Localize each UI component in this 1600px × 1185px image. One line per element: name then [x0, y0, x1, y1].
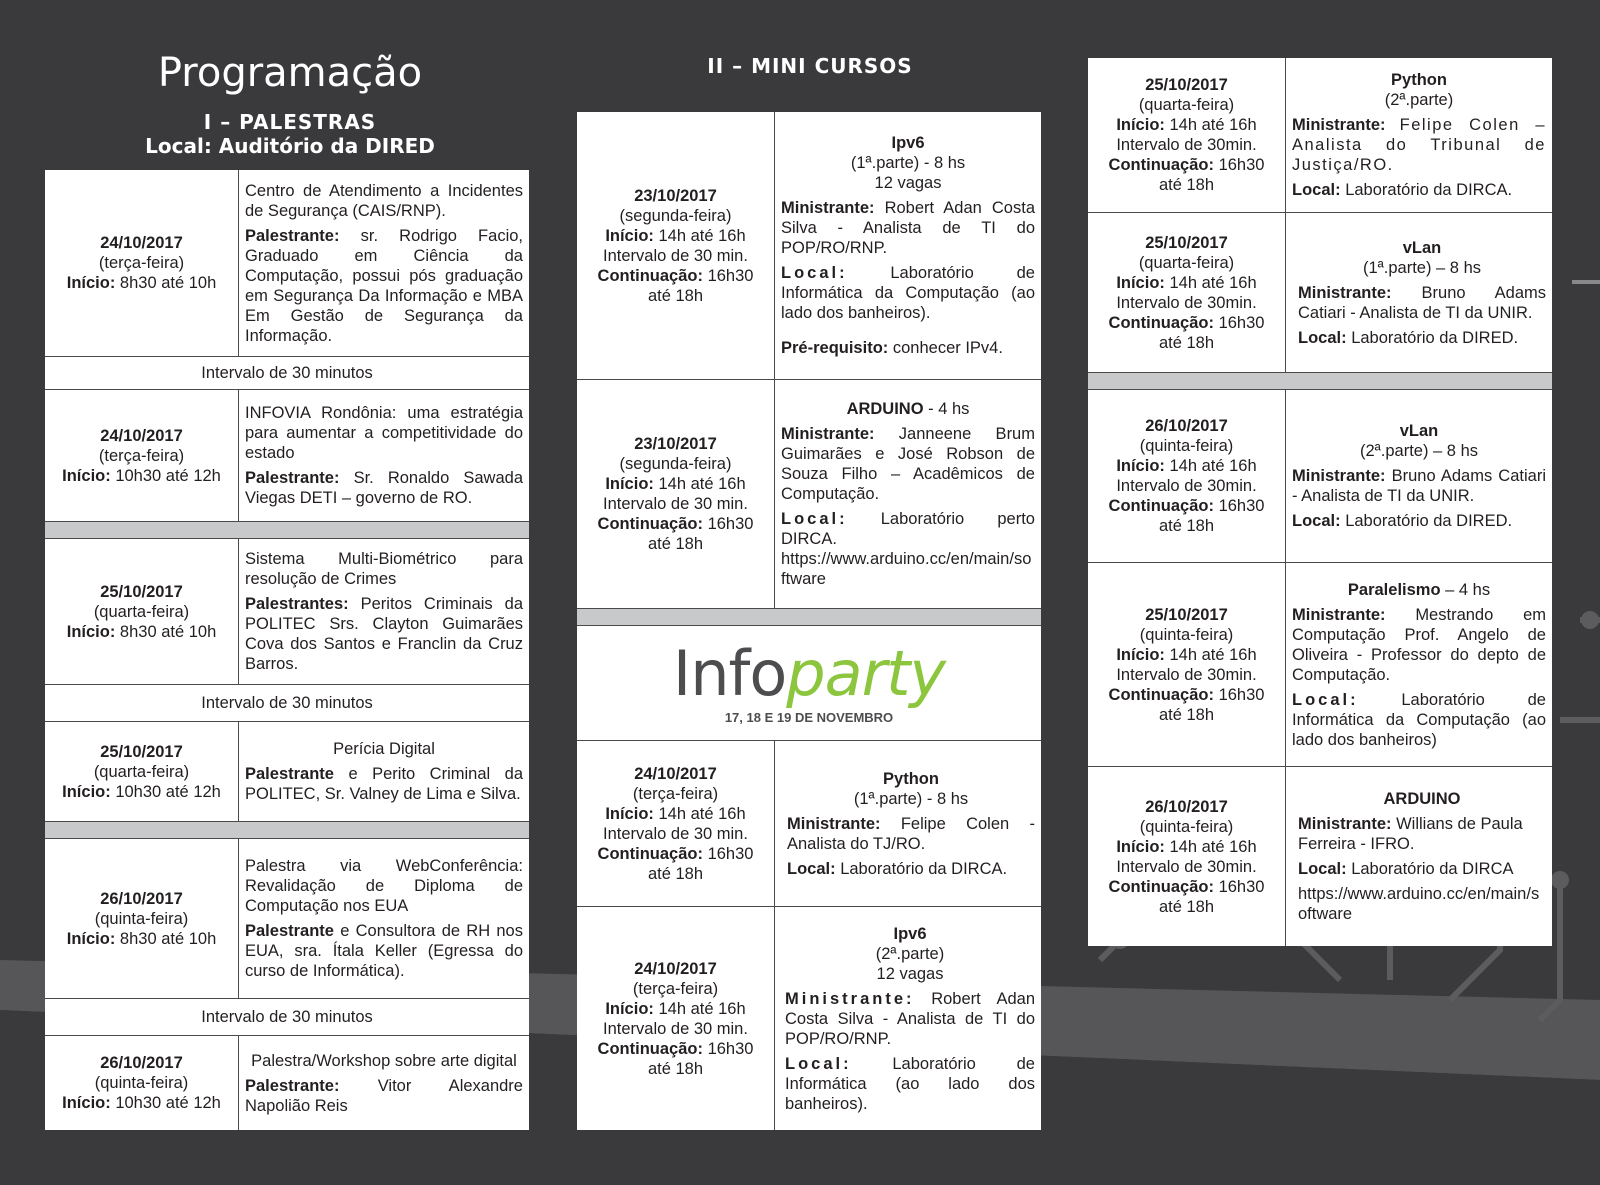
time: Início: 8h30 até 10h: [66, 622, 217, 641]
course-row: [577, 112, 1041, 380]
course-local: Local: Laboratório de Informática da Computação (ao lado dos banheiros).: [781, 264, 1035, 322]
course-min: Ministrante: Robert Adan Costa Silva - Analista de TI do POP/RO/RNP.: [785, 989, 1035, 1048]
talk-cell: [239, 722, 529, 821]
course-row: [1088, 767, 1552, 946]
course-min: Ministrante: Bruno Adams Catiari - Analista de TI da UNIR.: [1292, 467, 1546, 505]
date-cell: [45, 390, 239, 521]
table-row: [45, 839, 529, 999]
course-local: Local: Laboratório da DIRCA.: [1292, 181, 1513, 199]
course-vagas: 12 vagas: [876, 964, 944, 983]
course-row: [1088, 58, 1552, 213]
minicursos-table-2: [1088, 58, 1552, 946]
course-part: (1ª.parte) - 8 hs: [853, 789, 969, 808]
date-cell: 23/10/2017 (segunda-feira) Início: 14h até 16h Intervalo de 30 min. Continuação: 16h30 até 18h: [577, 380, 775, 608]
course-local: Local: Laboratório perto DIRCA.: [781, 510, 1035, 548]
course-cell: ARDUINO - 4 hs Ministrante: Janneene Brum Guimarães e José Robson de Souza Filho – Acadêmicos de Computação. Local: Laboratório perto DIRCA. https://www.arduino.cc/en/main/software: [781, 400, 1035, 588]
minicursos-table-1: [577, 112, 1041, 1130]
date-cell: 26/10/2017 (quinta-feira) Início: 14h até 16h Intervalo de 30min. Continuação: 16h30 até 18h: [1088, 767, 1286, 946]
course-min: Ministrante: Janneene Brum Guimarães e José Robson de Souza Filho – Acadêmicos de Computação.: [781, 425, 1035, 503]
speaker: Palestrante: Sr. Ronaldo Sawada Viegas DETI – governo de RO.: [245, 469, 523, 507]
course-title: ARDUINO: [846, 400, 924, 418]
talk-cell: [239, 839, 529, 998]
course-min: Ministrante: Willians de Paula Ferreira - IFRO.: [1298, 815, 1523, 853]
course-local: Local: Laboratório de Informática (ao lado dos banheiros).: [785, 1054, 1035, 1113]
separator: [577, 609, 1041, 626]
date-cell: [45, 722, 239, 821]
table-row: [45, 390, 529, 522]
course-part: (2ª.parte): [1384, 91, 1454, 109]
date: 25/10/2017: [100, 582, 183, 601]
time: Início: 10h30 até 12h: [62, 1094, 221, 1112]
course-vagas: 12 vagas: [874, 174, 942, 192]
date-cell: 26/10/2017 (quinta-feira) Início: 14h até 16h Intervalo de 30min. Continuação: 16h30 até 18h: [1088, 390, 1286, 562]
course-local: Local: Laboratório da DIRED.: [1292, 512, 1513, 530]
course-row: [1088, 563, 1552, 767]
date-cell: 25/10/2017 (quarta-feira) Início: 14h até 16h Intervalo de 30min. Continuação: 16h30 até 18h: [1088, 213, 1286, 372]
course-min: Ministrante: Bruno Adams Catiari - Analista de TI da UNIR.: [1298, 283, 1546, 322]
course-local: Local: Laboratório da DIRCA: [1298, 860, 1514, 878]
course-title: vLan: [1402, 238, 1442, 257]
separator: [1088, 373, 1552, 390]
course-local: Local: Laboratório da DIRED.: [1298, 328, 1519, 347]
date: 26/10/2017: [100, 889, 183, 908]
palestras-title: I – PALESTRAS: [203, 110, 377, 134]
date-cell: 24/10/2017 (terça-feira) Início: 14h até 16h Intervalo de 30 min. Continuação: 16h30 até 18h: [577, 907, 775, 1130]
course-cell: [1286, 767, 1552, 946]
course-title: Python: [1391, 71, 1447, 89]
talk-title: Perícia Digital: [333, 740, 435, 758]
course-row: [577, 907, 1041, 1130]
talk-title: Palestra/Workshop sobre arte digital: [251, 1051, 517, 1070]
speaker: Palestrante: sr. Rodrigo Facio, Graduado em Ciência da Computação, possui pós graduação em Segurança Da Informação e MBA Em Gestão de Segurança da Informação.: [245, 226, 523, 345]
weekday: (terça-feira): [98, 254, 185, 272]
talk-cell: [239, 1036, 529, 1130]
course-row: [1088, 213, 1552, 373]
palestras-local: Local: Auditório da DIRED: [145, 134, 435, 158]
course-part: (1ª.parte) – 8 hs: [1363, 258, 1481, 277]
table-row: [45, 1036, 529, 1130]
date-cell: [45, 539, 239, 684]
date: 26/10/2017: [100, 1054, 183, 1072]
course-title: Paralelismo: [1347, 580, 1441, 599]
course-min: Ministrante: Felipe Colen – Analista do Tribunal de Justiça/RO.: [1292, 116, 1546, 174]
course-cell: [1286, 213, 1552, 372]
course-cell: [775, 741, 1041, 906]
course-row: [1088, 390, 1552, 563]
course-part: (1ª.parte) - 8 hs: [850, 154, 966, 172]
course-min: Ministrante: Robert Adan Costa Silva - Analista de TI do POP/RO/RNP.: [781, 199, 1035, 257]
table-row: [45, 539, 529, 685]
speaker: Palestrante: Vitor Alexandre Napolião Reis: [245, 1076, 523, 1115]
course-local: Local: Laboratório de Informática da Computação (ao lado dos banheiros): [1292, 690, 1546, 749]
course-cell: [1286, 58, 1552, 212]
course-local: Local: Laboratório da DIRCA.: [787, 859, 1008, 878]
infoparty-logo: [577, 626, 1041, 741]
course-row: [577, 380, 1041, 609]
date-cell: [45, 1036, 239, 1130]
table-row: [45, 722, 529, 822]
time: Início: 8h30 até 10h: [66, 929, 217, 948]
page-title: Programação: [157, 50, 423, 96]
course-title: vLan: [1399, 422, 1439, 440]
interval-row: Intervalo de 30 minutos: [45, 685, 529, 722]
time: Início: 10h30 até 12h: [62, 466, 221, 485]
course-min: Ministrante: Felipe Colen - Analista do TJ/RO.: [787, 814, 1035, 853]
talk-cell: [239, 539, 529, 684]
date-cell: [45, 839, 239, 998]
course-title: Ipv6: [891, 134, 925, 152]
separator: [45, 822, 529, 839]
course-part: (2ª.parte): [875, 944, 945, 963]
course-link[interactable]: https://www.arduino.cc/en/main/software: [1298, 885, 1540, 923]
date-cell: 23/10/2017 (segunda-feira) Início: 14h até 16h Intervalo de 30 min. Continuação: 16h30 até 18h: [577, 112, 775, 379]
speaker: Palestrante e Consultora de RH nos EUA, sra. Ítala Keller (Egressa do curso de Informática).: [245, 922, 523, 980]
palestras-table: [45, 170, 529, 1130]
course-cell: [775, 112, 1041, 379]
date-cell: 24/10/2017 (terça-feira) Início: 14h até 16h Intervalo de 30 min. Continuação: 16h30 até 18h: [577, 741, 775, 906]
interval-row: Intervalo de 30 minutos: [45, 357, 529, 390]
course-row: [577, 741, 1041, 907]
weekday: (quinta-feira): [94, 909, 189, 928]
course-title: Python: [883, 769, 939, 788]
minicursos-title: II – MINI CURSOS: [707, 54, 913, 78]
time: Início: 10h30 até 12h: [62, 782, 221, 801]
date-cell: 25/10/2017 (quarta-feira) Início: 14h até 16h Intervalo de 30min. Continuação: 16h30 até 18h: [1088, 58, 1286, 212]
course-min: Ministrante: Mestrando em Computação Prof. Angelo de Oliveira - Professor do depto de Computação.: [1292, 605, 1546, 684]
date: 24/10/2017: [100, 234, 183, 252]
date-cell: [45, 170, 239, 356]
weekday: (terça-feira): [98, 446, 185, 465]
course-part: (2ª.parte) – 8 hs: [1360, 442, 1478, 460]
logo-party: party: [786, 636, 946, 710]
logo-info: Info: [672, 636, 787, 710]
interval-row: Intervalo de 30 minutos: [45, 999, 529, 1036]
weekday: (quinta-feira): [94, 1074, 189, 1092]
talk-cell: [239, 170, 529, 356]
weekday: (quarta-feira): [93, 762, 190, 781]
date: 24/10/2017: [100, 426, 183, 445]
separator: [45, 522, 529, 539]
talk-title: INFOVIA Rondônia: uma estratégia para aumentar a competitividade do estado: [245, 404, 523, 462]
talk-cell: [239, 390, 529, 521]
date: 25/10/2017: [100, 742, 183, 761]
talk-title: Centro de Atendimento a Incidentes de Segurança (CAIS/RNP).: [245, 181, 523, 220]
speaker: Palestrante e Perito Criminal da POLITEC, Sr. Valney de Lima e Silva.: [245, 765, 524, 803]
date-cell: 25/10/2017 (quinta-feira) Início: 14h até 16h Intervalo de 30min. Continuação: 16h30 até 18h: [1088, 563, 1286, 766]
course-cell: Paralelismo – 4 hs Ministrante: Mestrando em Computação Prof. Angelo de Oliveira - Professor do depto de Computação. Local: Laboratório de Informática da Computação (ao lado dos banheiros): [1292, 580, 1546, 749]
course-cell: [775, 907, 1041, 1130]
course-link[interactable]: https://www.arduino.cc/en/main/software: [781, 550, 1032, 588]
table-row: [45, 170, 529, 357]
course-prereq: Pré-requisito: conhecer IPv4.: [781, 339, 1003, 357]
weekday: (quarta-feira): [93, 602, 190, 621]
time: Início: 8h30 até 10h: [66, 274, 217, 292]
logo-dates: 17, 18 E 19 DE NOVEMBRO: [724, 709, 894, 725]
talk-title: Sistema Multi-Biométrico para resolução de Crimes: [245, 550, 523, 588]
course-cell: [1286, 390, 1552, 562]
speaker: Palestrantes: Peritos Criminais da POLITEC Srs. Clayton Guimarães Cova dos Santos e Franclin da Cruz Barros.: [245, 595, 523, 673]
talk-title: Palestra via WebConferência: Revalidação de Diploma de Computação nos EUA: [245, 857, 523, 915]
course-title: Ipv6: [893, 924, 927, 943]
course-title: ARDUINO: [1383, 790, 1461, 808]
